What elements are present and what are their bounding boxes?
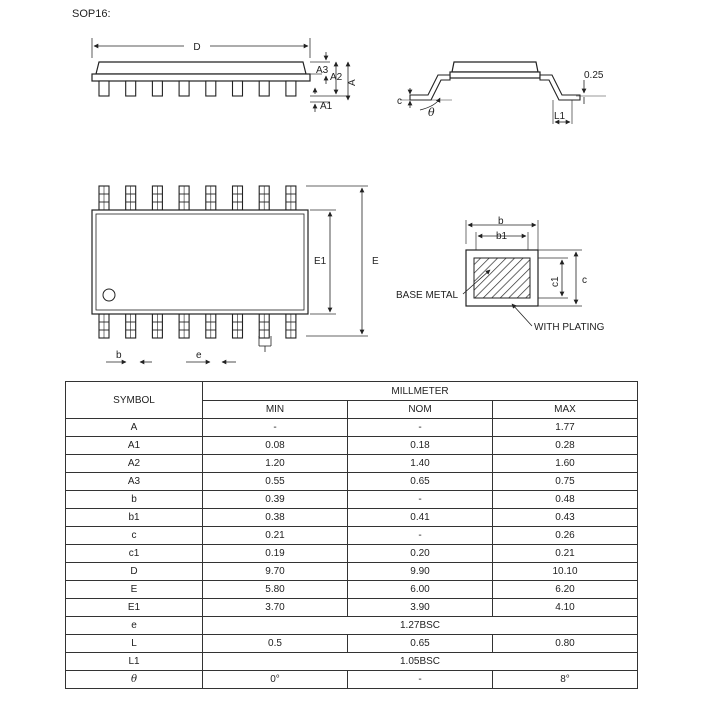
symbol-header: SYMBOL	[66, 382, 203, 419]
section-b-label: b	[498, 216, 504, 227]
table-row	[66, 599, 638, 617]
table-row	[66, 491, 638, 509]
nom-cell: -	[348, 527, 493, 545]
dim-e-label: E	[372, 256, 379, 267]
max-cell: 10.10	[493, 563, 638, 581]
table-row	[66, 581, 638, 599]
table-row	[66, 527, 638, 545]
lead	[259, 81, 269, 96]
section-c-label: c	[582, 275, 587, 286]
min-cell: 0°	[203, 671, 348, 689]
nom-cell: 3.90	[348, 599, 493, 617]
section-c1-label: c1	[550, 276, 561, 287]
min-cell: 0.38	[203, 509, 348, 527]
package-title: SOP16:	[72, 8, 111, 20]
bsc-cell: 1.27BSC	[203, 617, 638, 635]
package-body-top	[92, 210, 308, 314]
table-row	[66, 509, 638, 527]
nom-cell: 0.65	[348, 635, 493, 653]
nom-cell: -	[348, 419, 493, 437]
nom-cell: -	[348, 671, 493, 689]
nom-cell: 6.00	[348, 581, 493, 599]
dim-c-label: c	[397, 96, 402, 107]
symbol-cell: L1	[66, 653, 203, 671]
lead	[126, 81, 136, 96]
table-row	[66, 419, 638, 437]
dim-e-pitch-label: e	[196, 350, 202, 361]
nom-cell: 9.90	[348, 563, 493, 581]
nom-cell: -	[348, 491, 493, 509]
package-body-side	[96, 62, 306, 74]
top-view	[92, 186, 379, 362]
with-plating-label: WITH PLATING	[534, 322, 605, 333]
section-b1-label: b1	[496, 231, 508, 242]
min-cell: 0.55	[203, 473, 348, 491]
max-cell: 1.60	[493, 455, 638, 473]
table-row	[66, 671, 638, 689]
max-cell: 6.20	[493, 581, 638, 599]
nom-cell: 0.18	[348, 437, 493, 455]
unit-header: MILLMETER	[203, 382, 638, 401]
col-max-header: MAX	[493, 401, 638, 419]
symbol-cell: E	[66, 581, 203, 599]
symbol-cell: b1	[66, 509, 203, 527]
symbol-cell: c1	[66, 545, 203, 563]
min-cell: 1.20	[203, 455, 348, 473]
max-cell: 0.28	[493, 437, 638, 455]
table-row	[66, 437, 638, 455]
min-cell: 9.70	[203, 563, 348, 581]
max-cell: 4.10	[493, 599, 638, 617]
max-cell: 0.75	[493, 473, 638, 491]
max-cell: 0.21	[493, 545, 638, 563]
min-cell: 0.21	[203, 527, 348, 545]
bsc-cell: 1.05BSC	[203, 653, 638, 671]
base-metal-core	[474, 258, 530, 298]
max-cell: 0.80	[493, 635, 638, 653]
lead	[152, 81, 162, 96]
symbol-cell: D	[66, 563, 203, 581]
symbol-cell: A1	[66, 437, 203, 455]
nom-cell: 0.65	[348, 473, 493, 491]
lead	[206, 81, 216, 96]
symbol-cell: c	[66, 527, 203, 545]
max-cell: 0.26	[493, 527, 638, 545]
symbol-cell: A3	[66, 473, 203, 491]
min-cell: 3.70	[203, 599, 348, 617]
lead	[286, 81, 296, 96]
symbol-cell: E1	[66, 599, 203, 617]
dim-b-label: b	[116, 350, 122, 361]
col-min-header: MIN	[203, 401, 348, 419]
top-leads-upper	[99, 186, 296, 210]
top-leads-lower	[99, 314, 296, 338]
side-view	[92, 38, 358, 112]
max-cell: 0.43	[493, 509, 638, 527]
max-cell: 1.77	[493, 419, 638, 437]
dim-l1-label: L1	[554, 111, 566, 122]
lead-section	[396, 216, 605, 333]
table-row	[66, 617, 638, 635]
min-cell: 0.19	[203, 545, 348, 563]
table-row	[66, 563, 638, 581]
min-cell: 5.80	[203, 581, 348, 599]
nom-cell: 0.20	[348, 545, 493, 563]
base-metal-label: BASE METAL	[396, 290, 459, 301]
symbol-cell: b	[66, 491, 203, 509]
min-cell: 0.39	[203, 491, 348, 509]
dim-025-label: 0.25	[584, 70, 604, 81]
table-row	[66, 635, 638, 653]
table-row	[66, 473, 638, 491]
min-cell: 0.08	[203, 437, 348, 455]
symbol-cell: θ	[66, 671, 203, 689]
symbol-cell: e	[66, 617, 203, 635]
dim-theta-label: θ	[428, 106, 435, 119]
dim-a1-label: A1	[320, 101, 333, 112]
min-cell: 0.5	[203, 635, 348, 653]
dim-a3-label: A3	[316, 65, 329, 76]
lead	[179, 81, 189, 96]
dim-a2-label: A2	[330, 72, 343, 83]
dim-a-label: A	[347, 79, 358, 86]
dim-e1-label: E1	[314, 256, 327, 267]
symbol-cell: A2	[66, 455, 203, 473]
symbol-cell: A	[66, 419, 203, 437]
lead	[233, 81, 243, 96]
nom-cell: 0.41	[348, 509, 493, 527]
nom-cell: 1.40	[348, 455, 493, 473]
symbol-cell: L	[66, 635, 203, 653]
side-leads	[99, 81, 296, 96]
table-row	[66, 653, 638, 671]
min-cell: -	[203, 419, 348, 437]
col-nom-header: NOM	[348, 401, 493, 419]
lead	[99, 81, 109, 96]
dim-d-label: D	[193, 42, 201, 53]
table-row	[66, 455, 638, 473]
dimension-table	[65, 381, 638, 689]
max-cell: 0.48	[493, 491, 638, 509]
max-cell: 8°	[493, 671, 638, 689]
table-row	[66, 545, 638, 563]
lead-detail	[397, 62, 606, 124]
